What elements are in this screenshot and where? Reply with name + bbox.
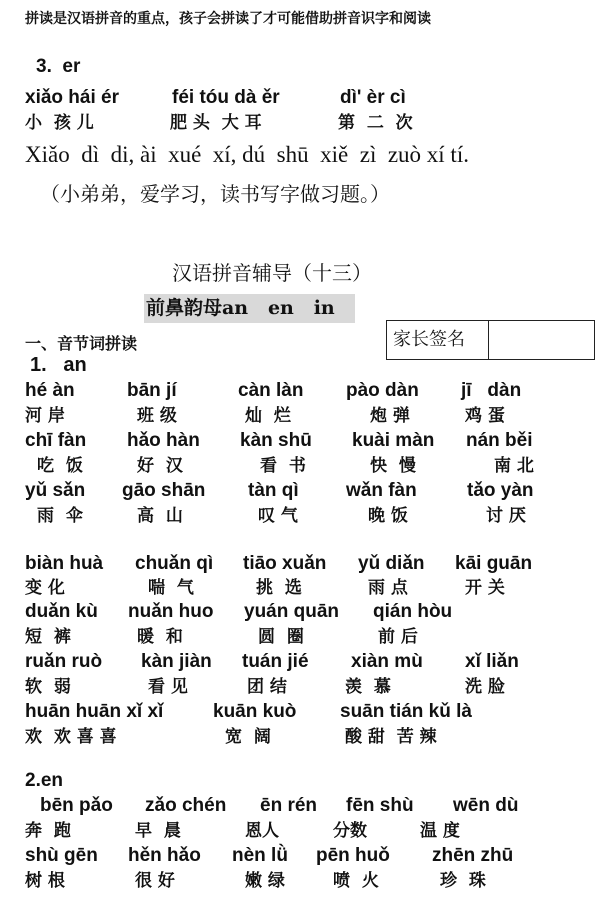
word-hanzi: 嫩 绿: [245, 871, 285, 891]
word-pinyin: hǎo hàn: [127, 430, 200, 451]
word-pinyin: pào dàn: [346, 380, 419, 401]
word-pinyin: shù gēn: [25, 845, 98, 866]
sentence-hanzi: （小弟弟，爱学习，读书写字做习题。）: [40, 182, 390, 206]
word-hanzi: 叹 气: [258, 506, 298, 526]
word-pinyin: tǎo yàn: [467, 480, 534, 501]
word-pinyin: yǔ sǎn: [25, 480, 86, 501]
word-pinyin: nán běi: [466, 430, 533, 451]
word-hanzi: 宽 阔: [225, 727, 271, 747]
word-hanzi: 吃 饭: [37, 456, 83, 476]
er-pinyin-3: dì' èr cì: [340, 87, 406, 108]
sentence-pinyin: Xiǎo dì di, ài xué xí, dú shū xiě zì zuò xí tí.: [25, 142, 469, 167]
word-hanzi: 喷 火: [333, 871, 379, 891]
word-pinyin: yuán quān: [244, 601, 340, 622]
word-pinyin: jī dàn: [461, 380, 522, 401]
subtitle-box: [144, 294, 355, 323]
word-hanzi: 南 北: [494, 456, 534, 476]
word-hanzi: 羡 慕: [345, 677, 391, 697]
word-hanzi: 珍 珠: [440, 871, 486, 891]
word-hanzi: 快 慢: [370, 456, 416, 476]
word-pinyin: càn làn: [238, 380, 304, 401]
word-pinyin: tuán jié: [242, 651, 309, 672]
word-hanzi: 变 化: [25, 578, 65, 598]
word-pinyin: hé àn: [25, 380, 75, 401]
word-hanzi: 温 度: [420, 821, 460, 841]
er-heading: 3. er: [36, 56, 81, 77]
word-pinyin: duǎn kù: [25, 601, 98, 622]
word-hanzi: 前 后: [378, 627, 418, 647]
word-hanzi: 团 结: [247, 677, 287, 697]
word-hanzi: 暖 和: [137, 627, 183, 647]
word-pinyin: huān huān xǐ xǐ: [25, 701, 164, 722]
word-hanzi: 看 书: [260, 456, 306, 476]
word-hanzi: 灿 烂: [245, 406, 291, 426]
word-pinyin: yǔ diǎn: [358, 553, 425, 574]
er-hanzi-1: 小 孩 儿: [25, 113, 94, 133]
word-hanzi: 圆 圈: [258, 627, 304, 647]
word-pinyin: ruǎn ruò: [25, 651, 103, 672]
intro-text: 拼读是汉语拼音的重点，孩子会拼读了才可能借助拼音识字和阅读: [25, 11, 431, 27]
subtitle: 前鼻韵母an en in: [146, 297, 335, 319]
word-hanzi: 雨 伞: [37, 506, 83, 526]
word-hanzi: 雨 点: [368, 578, 408, 598]
parent-signature-box: [386, 320, 595, 360]
word-hanzi: 奔 跑: [25, 821, 71, 841]
word-pinyin: bān jí: [127, 380, 177, 401]
word-pinyin: nuǎn huo: [128, 601, 214, 622]
word-hanzi: 看 见: [148, 677, 188, 697]
word-hanzi: 树 根: [25, 871, 65, 891]
word-pinyin: xǐ liǎn: [465, 651, 519, 672]
word-pinyin: qián hòu: [373, 601, 453, 622]
word-pinyin: kāi guān: [455, 553, 533, 574]
word-pinyin: fēn shù: [346, 795, 414, 816]
word-pinyin: zǎo chén: [145, 795, 227, 816]
word-hanzi: 河 岸: [25, 406, 65, 426]
en-heading: 2.en: [25, 770, 64, 791]
word-pinyin: kuān kuò: [213, 701, 297, 722]
section-heading: 一、音节词拼读: [25, 334, 138, 353]
word-pinyin: nèn lǜ: [232, 845, 288, 866]
er-hanzi-2: 肥 头 大 耳: [170, 113, 262, 133]
signature-field[interactable]: [489, 321, 594, 359]
word-pinyin: pēn huǒ: [316, 845, 390, 866]
word-hanzi: 开 关: [465, 578, 505, 598]
word-pinyin: suān tián kǔ là: [340, 701, 472, 722]
word-pinyin: chuǎn qì: [135, 553, 214, 574]
er-pinyin-1: xiǎo hái ér: [25, 87, 119, 108]
word-hanzi: 早 晨: [135, 821, 181, 841]
word-hanzi: 炮 弹: [370, 406, 410, 426]
word-pinyin: tàn qì: [248, 480, 299, 501]
er-pinyin-2: féi tóu dà ěr: [172, 87, 280, 108]
word-hanzi: 喘 气: [148, 578, 194, 598]
word-pinyin: kuài màn: [352, 430, 435, 451]
word-pinyin: xiàn mù: [351, 651, 423, 672]
word-hanzi: 挑 选: [256, 578, 302, 598]
word-pinyin: wǎn fàn: [346, 480, 417, 501]
word-pinyin: tiāo xuǎn: [243, 553, 327, 574]
word-hanzi: 很 好: [135, 871, 175, 891]
word-pinyin: kàn shū: [240, 430, 312, 451]
word-hanzi: 好 汉: [137, 456, 183, 476]
word-hanzi: 讨 厌: [486, 506, 526, 526]
word-hanzi: 软 弱: [25, 677, 71, 697]
page-title: 汉语拼音辅导（十三）: [172, 261, 372, 285]
word-hanzi: 酸 甜 苦 辣: [345, 727, 437, 747]
word-pinyin: ēn rén: [260, 795, 318, 816]
word-hanzi: 班 级: [137, 406, 177, 426]
word-pinyin: gāo shān: [122, 480, 206, 501]
signature-label: 家长签名: [387, 321, 489, 359]
word-hanzi: 恩人: [245, 821, 279, 841]
word-pinyin: wēn dù: [453, 795, 519, 816]
word-pinyin: biàn huà: [25, 553, 104, 574]
word-hanzi: 短 裤: [25, 627, 71, 647]
er-hanzi-3: 第 二 次: [338, 113, 413, 133]
word-pinyin: chī fàn: [25, 430, 87, 451]
word-hanzi: 高 山: [137, 506, 183, 526]
word-hanzi: 洗 脸: [465, 677, 505, 697]
word-pinyin: zhēn zhū: [432, 845, 514, 866]
word-hanzi: 分数: [333, 821, 367, 841]
word-hanzi: 欢 欢 喜 喜: [25, 727, 117, 747]
word-hanzi: 鸡 蛋: [465, 406, 505, 426]
an-heading: 1. an: [30, 354, 87, 376]
word-pinyin: bēn pǎo: [40, 795, 113, 816]
word-hanzi: 晚 饭: [368, 506, 408, 526]
word-pinyin: kàn jiàn: [141, 651, 212, 672]
word-pinyin: hěn hǎo: [128, 845, 201, 866]
